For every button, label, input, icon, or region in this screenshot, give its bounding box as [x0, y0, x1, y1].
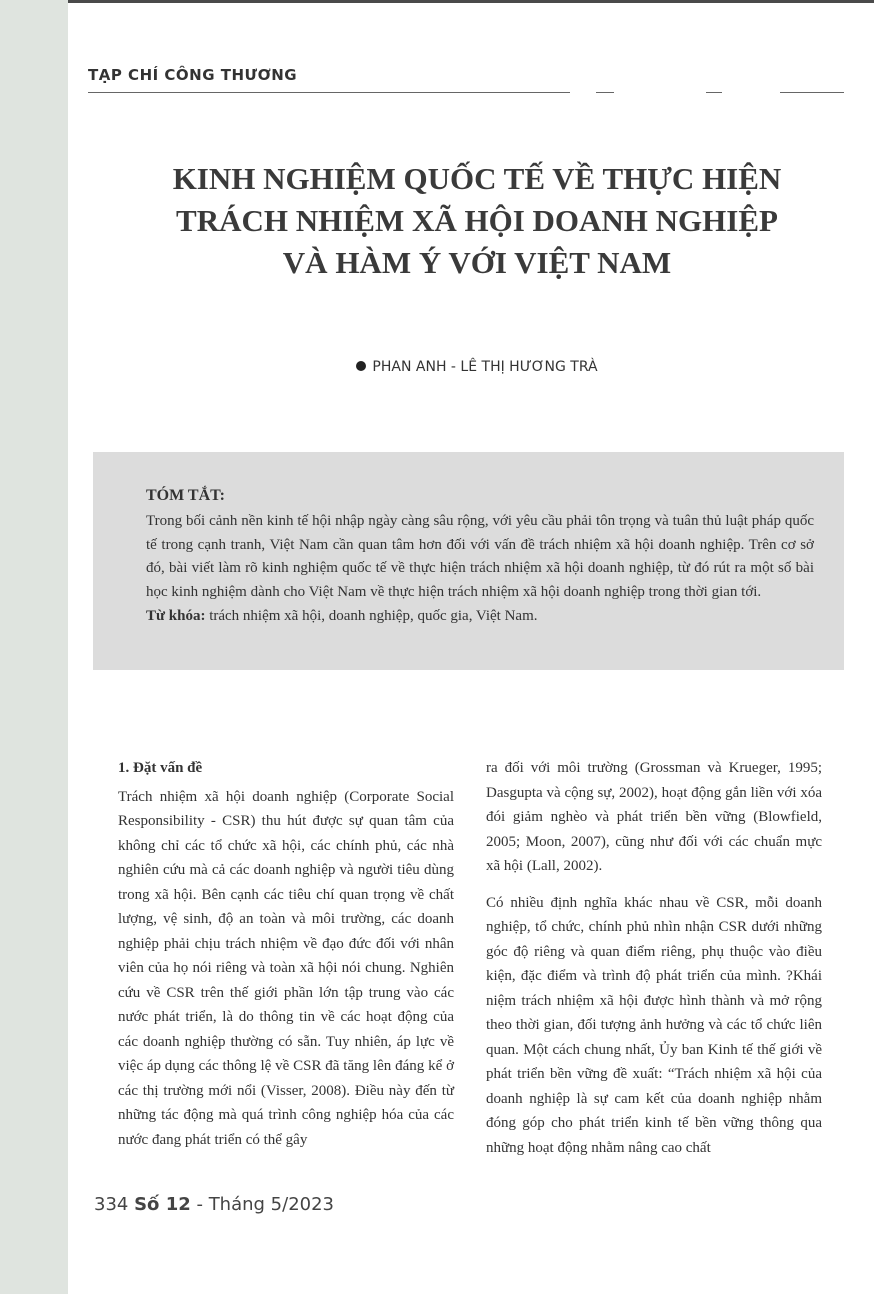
body-paragraph: Có nhiều định nghĩa khác nhau về CSR, mỗi doanh nghiệp, tổ chức, chính phủ nhìn nhận CSR dưới những góc độ riêng và quan điểm riêng, phụ thuộc vào điều kiện, đặc điểm và trình độ phát triển của mình. ?Khái niệm trách nhiệm xã hội được hình thành và mở rộng theo thời gian, đối tượng ảnh hưởng và các tổ chức liên quan. Một cách chung nhất, Ủy ban Kinh tế thế giới về phát triển bền vững đề xuất: “Trách nhiệm xã hội của doanh nghiệp là sự cam kết của doanh nghiệp nhằm đóng góp cho phát triển kinh tế bền vững thông qua những hoạt động nhằm nâng cao chất — [486, 894, 822, 1156]
header-rule — [88, 92, 570, 93]
section-heading: 1. Đặt vấn đề — [118, 760, 203, 776]
abstract-box — [93, 452, 844, 670]
header-rule-segment — [780, 92, 844, 93]
title-line: KINH NGHIỆM QUỐC TẾ VỀ THỰC HIỆN — [172, 161, 782, 196]
header-rule-segment — [706, 92, 722, 93]
journal-name: TẠP CHÍ CÔNG THƯƠNG — [88, 66, 298, 84]
keywords: trách nhiệm xã hội, doanh nghiệp, quốc gia, Việt Nam. — [205, 607, 538, 624]
body-paragraph: Trách nhiệm xã hội doanh nghiệp (Corporate Social Responsibility - CSR) thu hút được sự quan tâm của không chỉ các tổ chức xã hội, các chính phủ, các nhà nghiên cứu mà cả các doanh nghiệp và người tiêu dùng trong xã hội. Bên cạnh các tiêu chí quan trọng về chất lượng, vệ sinh, độ an toàn và môi trường, các doanh nghiệp phải chịu trách nhiệm về đạo đức đối với nhân viên của họ nói riêng và toàn xã hội nói chung. Nghiên cứu về CSR trên thế giới phần lớn tập trung vào các nước phát triển, là do thông tin về các hoạt động của các doanh nghiệp thường có sẵn. Tuy nhiên, áp lực về việc áp dụng các thông lệ về CSR đã tăng lên đáng kể ở các thị trường mới nổi (Visser, 2008). Điều này đến từ những tác động mà quá trình công nghiệp hóa của các nước đang phát triển có thể gây — [118, 788, 454, 1148]
title-line: TRÁCH NHIỆM XÃ HỘI DOANH NGHIỆP — [176, 203, 778, 238]
issue-label: Số 12 — [134, 1194, 191, 1215]
body-column-left — [118, 756, 454, 1152]
page-number: 334 — [94, 1194, 129, 1215]
article-title — [80, 158, 874, 284]
body-paragraph: ra đối với môi trường (Grossman và Krueger, 1995; Dasgupta và cộng sự, 2002), hoạt động gắn liền với xóa đói giảm nghèo và phát triển bền vững (Blowfield, 2005; Moon, 2007), cũng như đối với các chuẩn mực xã hội (Lall, 2002). — [486, 760, 822, 874]
issue-date: - Tháng 5/2023 — [190, 1194, 335, 1215]
abstract-heading: TÓM TẮT: — [146, 487, 225, 504]
header-rule-segment — [596, 92, 614, 93]
title-line: VÀ HÀM Ý VỚI VIỆT NAM — [282, 245, 672, 280]
keywords-label: Từ khóa: — [146, 607, 206, 624]
page-footer — [94, 1194, 334, 1215]
abstract-text: Trong bối cảnh nền kinh tế hội nhập ngày càng sâu rộng, với yêu cầu phải tôn trọng và tuân thủ luật pháp quốc tế trong cạnh tranh, Việt Nam cần quan tâm hơn đối với vấn đề trách nhiệm xã hội doanh nghiệp. Trên cơ sở đó, bài viết làm rõ kinh nghiệm quốc tế về thực hiện trách nhiệm xã hội doanh nghiệp, từ đó rút ra một số bài học kinh nghiệm dành cho Việt Nam về thực hiện trách nhiệm xã hội doanh nghiệp trong thời gian tới. — [146, 512, 814, 601]
top-rule — [68, 0, 874, 3]
authors: PHAN ANH - LÊ THỊ HƯƠNG TRÀ — [372, 359, 598, 375]
keywords-line — [146, 605, 814, 629]
abstract-content — [146, 484, 814, 629]
bullet-icon — [356, 361, 366, 371]
body-column-right — [486, 756, 822, 1160]
author-line — [80, 359, 874, 375]
left-margin-band — [0, 0, 68, 1294]
